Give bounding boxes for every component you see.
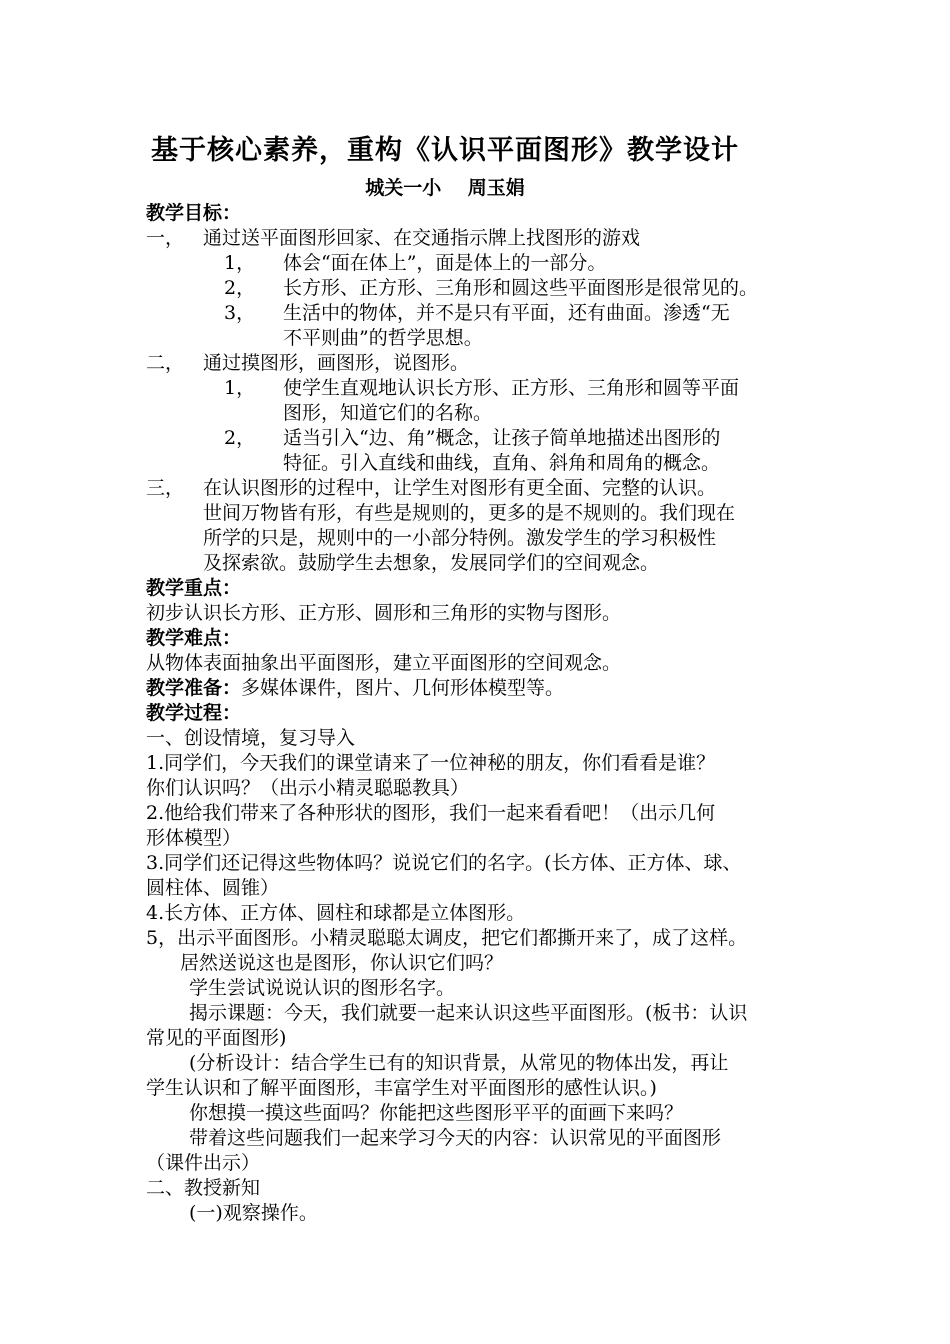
goals-heading: 教学目标： [146, 202, 242, 224]
preparation-text: 多媒体课件，图片、几何形体模型等。 [241, 677, 565, 699]
key-points-heading: 教学重点： [146, 577, 242, 599]
goal-1-item-3-text: 生活中的物体，并不是只有平面，还有曲面。渗透“无 [283, 302, 730, 324]
goal-section-3-text-2: 世间万物皆有形，有些是规则的，更多的是不规则的。我们现在 [203, 502, 736, 524]
process-line-11: 学生尝试说说认识的图形名字。 [189, 977, 456, 999]
document-title: 基于核心素养，重构《认识平面图形》教学设计 [151, 135, 739, 166]
difficulties-heading: 教学难点： [146, 627, 242, 649]
process-line-10: 居然送说这也是图形，你认识它们吗？ [180, 952, 504, 974]
goal-section-3-text-3: 所学的只是，规则中的一小部分特例。激发学生的学习积极性 [203, 527, 717, 549]
process-line-19: 二、教授新知 [146, 1177, 261, 1199]
goal-section-3-text: 在认识图形的过程中，让学生对图形有更全面、完整的认识。 [203, 477, 717, 499]
process-line-20: (一)观察操作。 [189, 1202, 318, 1224]
process-line-13: 常见的平面图形) [146, 1027, 287, 1049]
goal-section-3-num: 三， [146, 477, 185, 499]
process-line-6: 3.同学们还记得这些物体吗？说说它们的名字。(长方体、正方体、球、 [146, 852, 742, 874]
goal-1-item-1-num: 1， [224, 252, 256, 274]
process-line-9: 5，出示平面图形。小精灵聪聪太调皮，把它们都撕开来了，成了这样。 [146, 927, 748, 949]
process-line-15: 学生认识和了解平面图形，丰富学生对平面图形的感性认识。) [146, 1077, 657, 1099]
process-line-14: (分析设计：结合学生已有的知识背景，从常见的物体出发，再让 [189, 1052, 729, 1074]
difficulties-text: 从物体表面抽象出平面图形，建立平面图形的空间观念。 [146, 652, 622, 674]
process-line-1: 一、创设情境，复习导入 [146, 727, 356, 749]
goal-2-item-1-text-cont: 图形，知道它们的名称。 [283, 402, 493, 424]
process-line-8: 4.长方体、正方体、圆柱和球都是立体图形。 [146, 902, 526, 924]
key-points-text: 初步认识长方形、正方形、圆形和三角形的实物与图形。 [146, 602, 622, 624]
process-line-16: 你想摸一摸这些面吗？你能把这些图形平平的面画下来吗？ [189, 1102, 684, 1124]
process-line-5: 形体模型） [146, 827, 242, 849]
process-line-7: 圆柱体、圆锥） [146, 877, 280, 899]
goal-section-2-text: 通过摸图形，画图形，说图形。 [203, 352, 470, 374]
process-line-2: 1.同学们，今天我们的课堂请来了一位神秘的朋友，你们看看是谁？ [146, 752, 716, 774]
process-line-12: 揭示课题：今天，我们就要一起来认识这些平面图形。(板书：认识 [189, 1002, 748, 1024]
goal-1-item-3-text-cont: 不平则曲”的哲学思想。 [283, 327, 483, 349]
goal-2-item-2-text-cont: 特征。引入直线和曲线，直角、斜角和周角的概念。 [283, 452, 721, 474]
goal-1-item-3-num: 3， [224, 302, 256, 324]
process-heading: 教学过程： [146, 702, 242, 724]
goal-section-2-num: 二， [146, 352, 185, 374]
preparation-line [146, 675, 564, 701]
process-line-3: 你们认识吗？（出示小精灵聪聪教具） [146, 777, 470, 799]
goal-section-1-num: 一， [146, 227, 185, 249]
goal-1-item-1-text: 体会“面在体上”，面是体上的一部分。 [283, 252, 607, 274]
goal-1-item-2-text: 长方形、正方形、三角形和圆这些平面图形是很常见的。 [283, 277, 759, 299]
goal-2-item-2-text: 适当引入“边、角”概念，让孩子简单地描述出图形的 [283, 427, 721, 449]
goal-section-3-text-4: 及探索欲。鼓励学生去想象，发展同学们的空间观念。 [203, 552, 660, 574]
author-line: 城关一小 周玉娟 [365, 177, 525, 199]
goal-1-item-2-num: 2， [224, 277, 256, 299]
preparation-heading: 教学准备： [146, 677, 242, 699]
process-line-17: 带着这些问题我们一起来学习今天的内容：认识常见的平面图形 [189, 1127, 722, 1149]
goal-2-item-1-text: 使学生直观地认识长方形、正方形、三角形和圆等平面 [283, 377, 740, 399]
goal-2-item-1-num: 1， [224, 377, 256, 399]
process-line-18: （课件出示） [146, 1152, 261, 1174]
goal-section-1-text: 通过送平面图形回家、在交通指示牌上找图形的游戏 [203, 227, 641, 249]
process-line-4: 2.他给我们带来了各种形状的图形，我们一起来看看吧！（出示几何 [146, 802, 716, 824]
goal-2-item-2-num: 2， [224, 427, 256, 449]
